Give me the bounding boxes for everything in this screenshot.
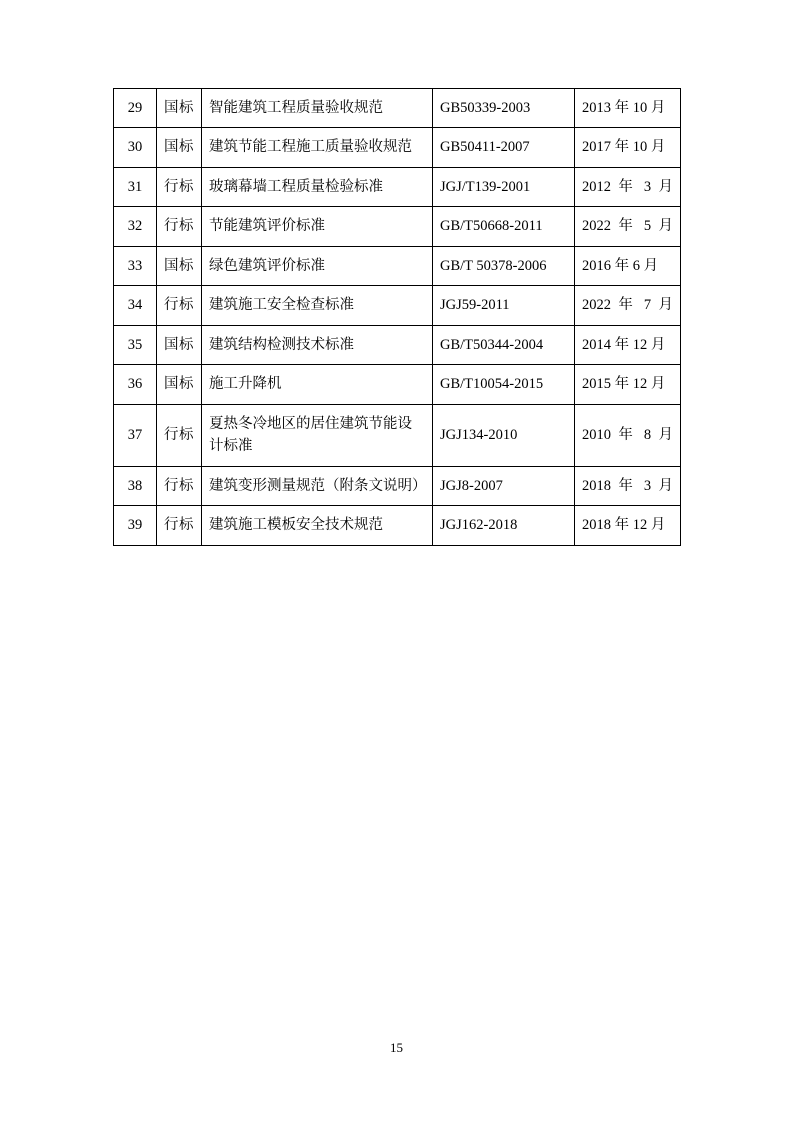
row-number: 34 xyxy=(114,286,157,325)
row-standard-code: GB/T50668-2011 xyxy=(433,207,575,246)
table-row xyxy=(114,325,681,364)
row-type: 国标 xyxy=(157,128,202,167)
page-number: 15 xyxy=(390,1040,403,1055)
row-date: 2015 年 12 月 xyxy=(575,365,681,404)
table-row xyxy=(114,128,681,167)
row-standard-name: 节能建筑评价标准 xyxy=(202,207,433,246)
row-date: 2016 年 6 月 xyxy=(575,246,681,285)
row-number: 37 xyxy=(114,404,157,466)
row-standard-code: JGJ8-2007 xyxy=(433,466,575,505)
table-row xyxy=(114,466,681,505)
table-body xyxy=(114,89,681,546)
row-standard-name: 建筑施工安全检查标准 xyxy=(202,286,433,325)
standards-table xyxy=(113,88,681,546)
row-standard-code: GB50339-2003 xyxy=(433,89,575,128)
row-standard-name: 智能建筑工程质量验收规范 xyxy=(202,89,433,128)
row-standard-code: JGJ/T139-2001 xyxy=(433,167,575,206)
row-type: 行标 xyxy=(157,404,202,466)
table-row xyxy=(114,167,681,206)
row-standard-code: JGJ134-2010 xyxy=(433,404,575,466)
row-type: 行标 xyxy=(157,286,202,325)
row-standard-name: 建筑节能工程施工质量验收规范 xyxy=(202,128,433,167)
row-date: 2013 年 10 月 xyxy=(575,89,681,128)
row-type: 行标 xyxy=(157,506,202,545)
row-number: 35 xyxy=(114,325,157,364)
row-standard-code: GB50411-2007 xyxy=(433,128,575,167)
row-standard-name: 施工升降机 xyxy=(202,365,433,404)
row-standard-code: GB/T10054-2015 xyxy=(433,365,575,404)
row-standard-code: JGJ59-2011 xyxy=(433,286,575,325)
table-row xyxy=(114,207,681,246)
row-type: 国标 xyxy=(157,246,202,285)
row-standard-name: 夏热冬冷地区的居住建筑节能设计标准 xyxy=(202,404,433,466)
row-date: 2010 年 8 月 xyxy=(575,404,681,466)
table-row xyxy=(114,286,681,325)
row-number: 39 xyxy=(114,506,157,545)
row-number: 31 xyxy=(114,167,157,206)
row-type: 国标 xyxy=(157,365,202,404)
table-row xyxy=(114,404,681,466)
row-standard-name: 玻璃幕墙工程质量检验标准 xyxy=(202,167,433,206)
row-date: 2017 年 10 月 xyxy=(575,128,681,167)
row-standard-code: GB/T50344-2004 xyxy=(433,325,575,364)
row-date: 2012 年 3 月 xyxy=(575,167,681,206)
row-date: 2018 年 3 月 xyxy=(575,466,681,505)
row-type: 行标 xyxy=(157,466,202,505)
row-number: 30 xyxy=(114,128,157,167)
row-date: 2022 年 5 月 xyxy=(575,207,681,246)
table-row xyxy=(114,89,681,128)
row-date: 2022 年 7 月 xyxy=(575,286,681,325)
row-type: 国标 xyxy=(157,325,202,364)
row-date: 2014 年 12 月 xyxy=(575,325,681,364)
row-type: 国标 xyxy=(157,89,202,128)
row-standard-name: 绿色建筑评价标准 xyxy=(202,246,433,285)
row-number: 32 xyxy=(114,207,157,246)
row-standard-code: JGJ162-2018 xyxy=(433,506,575,545)
row-standard-name: 建筑结构检测技术标准 xyxy=(202,325,433,364)
row-number: 29 xyxy=(114,89,157,128)
row-standard-name: 建筑变形测量规范（附条文说明） xyxy=(202,466,433,505)
row-number: 33 xyxy=(114,246,157,285)
row-type: 行标 xyxy=(157,207,202,246)
row-type: 行标 xyxy=(157,167,202,206)
table-row xyxy=(114,365,681,404)
row-standard-code: GB/T 50378-2006 xyxy=(433,246,575,285)
row-standard-name: 建筑施工模板安全技术规范 xyxy=(202,506,433,545)
row-number: 36 xyxy=(114,365,157,404)
row-date: 2018 年 12 月 xyxy=(575,506,681,545)
row-number: 38 xyxy=(114,466,157,505)
table-row xyxy=(114,506,681,545)
table-row xyxy=(114,246,681,285)
